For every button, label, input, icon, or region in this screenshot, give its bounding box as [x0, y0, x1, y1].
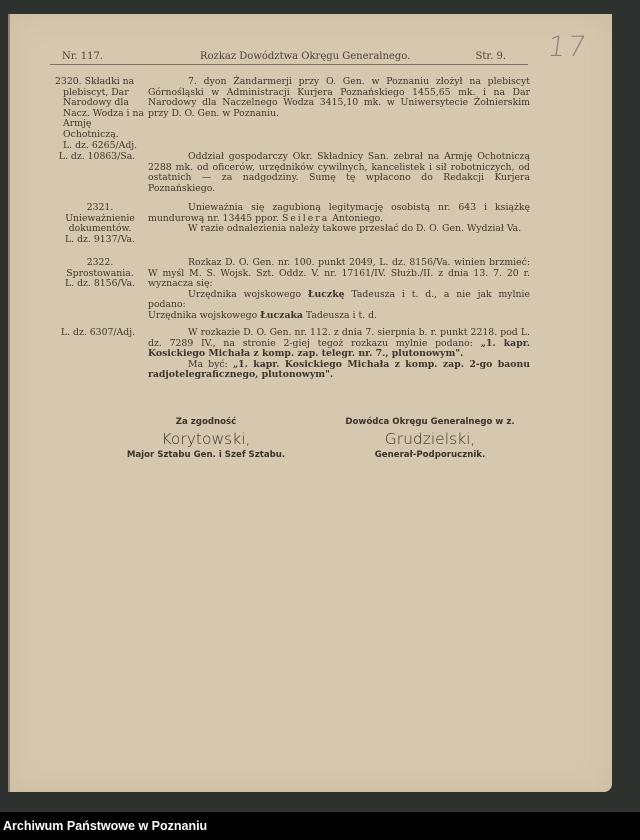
margin-line: 2320. Składki na	[55, 76, 135, 87]
margin-line: Armję Ochotniczą.	[63, 118, 119, 140]
text-fragment: Urzędnika wojskowego	[148, 309, 258, 321]
margin-line: L. dz. 10863/Sa.	[58, 151, 136, 162]
entry-text	[148, 311, 530, 322]
text-fragment: Tadeusza i t. d., a nie jak mylnie podano:	[148, 288, 530, 311]
entry-text	[148, 290, 530, 311]
signatory-name: Grudzielski,	[384, 430, 476, 448]
margin-line: 2322. Sprostowania.	[66, 257, 134, 279]
entry-text: Oddział gospodarczy Okr. Składnicy San. zebrał na Armję Ochotniczą 2288 mk. od oficerów, urzędników cywilnych, kancelistek i sił robotniczych, od ostatnich — za nadgodziny. Sumę tę wpłacono do Redakcji Kurjera Poznańskiego.	[148, 151, 530, 194]
handwritten-folio-mark: 17	[545, 30, 590, 63]
text-fragment: Urzędnika wojskowego	[188, 288, 302, 300]
quoted-text: „1. kapr. Kosickiego Michała z komp. zap. telegr. nr. 7., plutonowym".	[148, 337, 530, 360]
margin-line: L. dz. 6265/Adj.	[63, 139, 138, 151]
text-fragment: Unieważnia się zagubioną legitymację osobistą nr. 643 i książkę mundurową nr. 13445 ppor.	[148, 202, 530, 224]
margin-line: dokumentów.	[68, 223, 132, 235]
entry-body	[148, 258, 530, 322]
entry-body	[148, 152, 530, 194]
signature-attestation: Dowódca Okręgu Generalnego w z.	[345, 417, 515, 427]
signatory-name: Korytowski,	[161, 430, 251, 448]
margin-line: 2321. Unieważnienie	[65, 202, 135, 224]
archive-caption: Archiwum Państwowe w Poznaniu	[3, 819, 208, 833]
margin-line: plebiscyt, Dar	[63, 86, 129, 98]
text-fragment: Ma być:	[188, 358, 228, 370]
person-name: Łuczkę	[307, 288, 345, 300]
page-header	[50, 48, 528, 65]
entry-text	[148, 203, 530, 224]
margin-line: L. dz. 8156/Va.	[65, 278, 135, 290]
signature-attestation: Za zgodność	[175, 417, 237, 427]
signatory-title: Major Sztabu Gen. i Szef Sztabu.	[126, 450, 286, 460]
margin-line: L. dz. 6307/Adj.	[60, 327, 136, 338]
quoted-text: „1. kapr. Kosickiego Michała z komp. zap. 2-go baonu radjotelegraficznego, plutonowym".	[148, 358, 530, 381]
entry-margin-note	[52, 328, 144, 339]
page-number: Str. 9.	[475, 51, 506, 62]
signature-right	[320, 417, 540, 460]
person-name: Seilera	[281, 212, 330, 224]
entry-margin-note	[52, 152, 142, 163]
signatory-title: Generał-Podporucznik.	[374, 450, 486, 460]
margin-line: L. dz. 9137/Va.	[65, 233, 135, 245]
page-title: Rozkaz Dowództwa Okręgu Generalnego.	[200, 51, 411, 62]
entry-text: 7. dyon Żandarmerji przy O. Gen. w Poznaniu złożył na plebiscyt Górnośląski w Administracji Kurjera Poznańskiego 1455,65 mk. i na Dar Narodowy dla Naczelnego Wodza 3415,10 mk. w Uniwersytecie Żołnierskim przy D. O. Gen. w Poznaniu.	[148, 76, 530, 119]
text-fragment: Tadeusza i t. d.	[305, 309, 378, 321]
margin-line: Narodowy dla	[63, 97, 129, 109]
entry-body	[148, 203, 530, 235]
entry-margin-note	[55, 77, 147, 151]
entry-margin-note	[54, 203, 146, 245]
entry-body	[148, 328, 530, 381]
archive-caption-bar	[0, 812, 640, 840]
entry-text	[148, 328, 530, 360]
person-name: Łuczaka	[260, 309, 303, 321]
entry-margin-note	[54, 258, 146, 290]
text-fragment: W rozkazie D. O. Gen. nr. 112. z dnia 7. sierpnia b. r. punkt 2218. pod L. dz. 7289 IV., na stronie 2-giej tegoż rozkazu mylnie podano:	[148, 327, 530, 349]
margin-line: Nacz. Wodza i na	[63, 107, 145, 119]
entry-text	[148, 360, 530, 381]
text-fragment: Antoniego.	[332, 212, 384, 224]
order-number: Nr. 117.	[62, 51, 104, 62]
entry-text: W razie odnalezienia należy takowe przesłać do D. O. Gen. Wydział Va.	[188, 223, 522, 235]
signature-left	[108, 417, 304, 460]
entry-text: Rozkaz D. O. Gen. nr. 100. punkt 2049, L. dz. 8156/Va. winien brzmieć: W myśl M. S. Wojsk. Szt. Oddz. V. nr. 17161/IV. Służb./II. z dnia 13. 7. 20 r. wyznacza się:	[148, 257, 530, 290]
entry-body	[148, 77, 530, 119]
